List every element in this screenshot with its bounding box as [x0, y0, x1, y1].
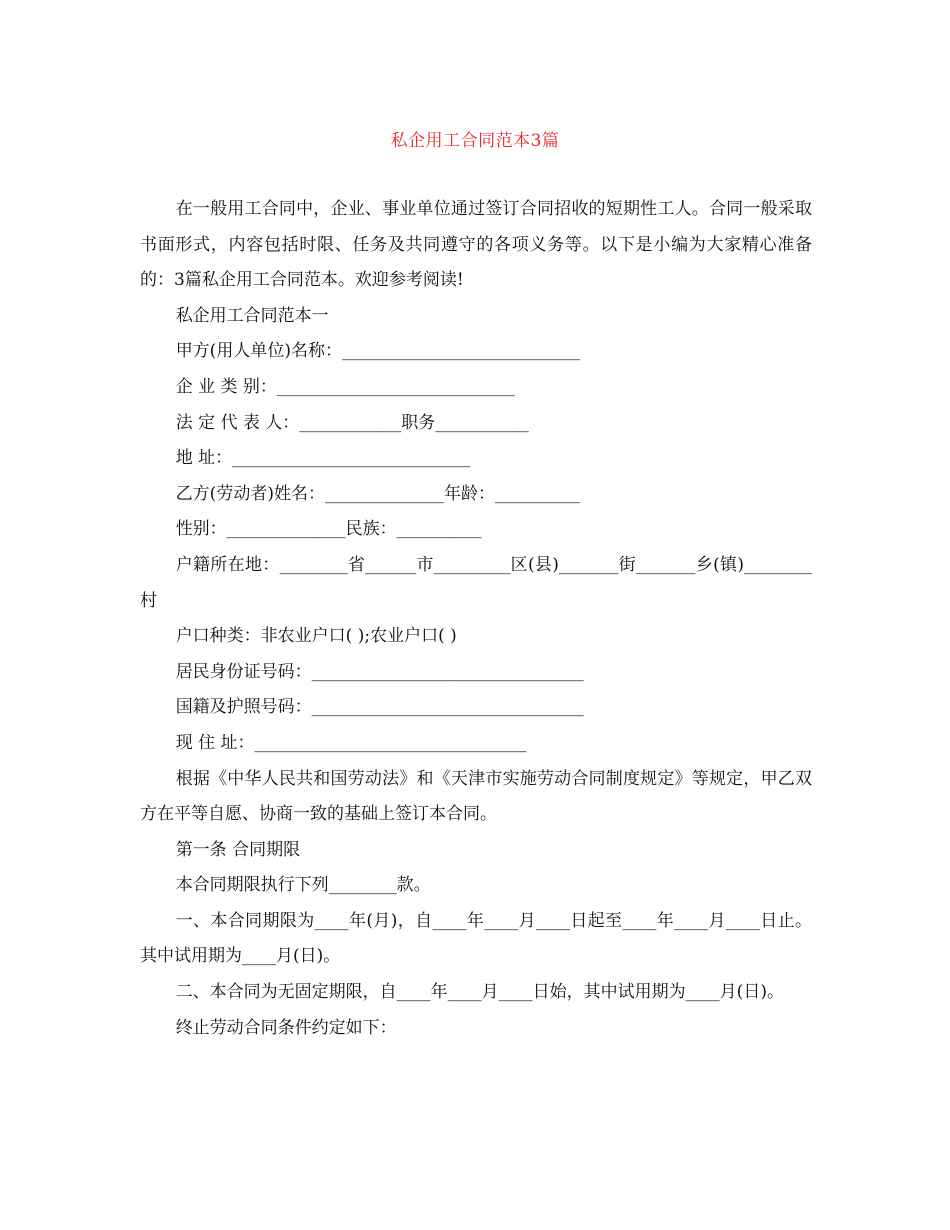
form-line-current-address: 现 住 址：________________________________: [175, 732, 527, 753]
article-heading: 第一条 合同期限: [175, 839, 301, 860]
form-line-enterprise-type: 企 业 类 别：____________________________: [175, 376, 515, 397]
contract-term-clause: 本合同期限执行下列________款。: [175, 875, 431, 896]
legal-basis-paragraph: 根据《中华人民共和国劳动法》和《天津市实施劳动合同制度规定》等规定，甲乙双方在平等自愿、协商一致的基础上签订本合同。: [140, 768, 812, 825]
termination-conditions-heading: 终止劳动合同条件约定如下：: [175, 1017, 397, 1038]
form-line-household-type: 户口种类：非农业户口( );农业户口( ): [175, 626, 457, 647]
section-heading: 私企用工合同范本一: [175, 305, 329, 326]
document-title: 私企用工合同范本3篇: [390, 131, 560, 151]
form-line-employer-name: 甲方(用人单位)名称：____________________________: [175, 341, 580, 362]
form-line-gender: 性别：______________民族：__________: [175, 519, 482, 540]
open-term-clause: 二、本合同为无固定期限，自____年____月____日始，其中试用期为____月(日)。: [175, 982, 784, 1003]
form-line-employer-address: 地 址：____________________________: [175, 448, 471, 469]
intro-paragraph: 在一般用工合同中，企业、事业单位通过签订合同招收的短期性工人。合同一般采取书面形式，内容包括时限、任务及共同遵守的各项义务等。以下是小编为大家精心准备的：3篇私企用工合同范本。欢迎参考阅读!: [140, 199, 812, 291]
fixed-term-clause: 一、本合同期限为____年(月)，自____年____月____日起至____年____月____日止。其中试用期为____月(日)。: [140, 910, 812, 967]
form-line-legal-representative: 法 定 代 表 人：____________职务___________: [175, 412, 529, 433]
document-body: [140, 192, 812, 1046]
form-line-worker-name: 乙方(劳动者)姓名：______________年龄：__________: [175, 483, 580, 504]
form-line-household-location: 户籍所在地：________省______市_________区(县)_______街_______乡(镇)________村: [140, 554, 812, 611]
form-line-id-number: 居民身份证号码：________________________________: [175, 661, 584, 682]
form-line-passport-number: 国籍及护照号码：________________________________: [175, 697, 584, 718]
